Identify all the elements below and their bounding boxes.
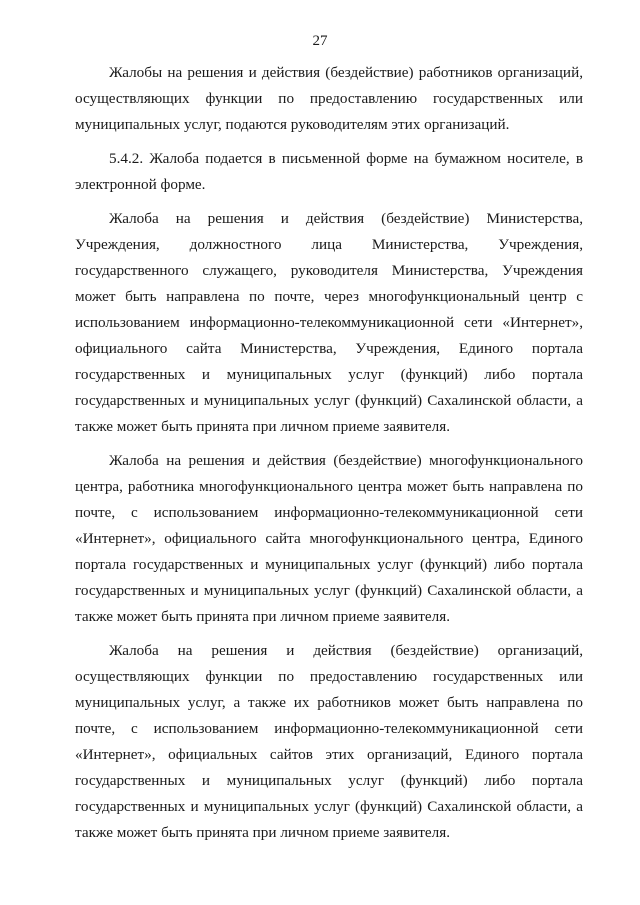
text-line: использованием информационно-телекоммуникационной сети «Интернет», — [75, 314, 583, 331]
text-line: государственного служащего, руководителя Министерства, Учреждения — [75, 262, 583, 279]
text-line: государственных и муниципальных услуг (функций) Сахалинской области, а — [75, 392, 583, 409]
text-line: государственных и муниципальных услуг (функций) либо портала — [75, 772, 583, 789]
text-line: «Интернет», официальных сайтов этих организаций, Единого портала — [75, 746, 583, 763]
paragraph-gap — [75, 630, 583, 638]
text-line: также может быть принята при личном приеме заявителя. — [75, 608, 451, 625]
paragraph — [75, 60, 583, 138]
paragraph-gap — [75, 138, 583, 146]
text-line: Учреждения, должностного лица Министерства, Учреждения, — [75, 236, 583, 253]
text-line: государственных и муниципальных услуг (функций) Сахалинской области, а — [75, 582, 583, 599]
document-body — [75, 60, 583, 846]
text-line: 5.4.2. Жалоба подается в письменной форме на бумажном носителе, в — [109, 150, 583, 167]
text-line: также может быть принята при личном приеме заявителя. — [75, 418, 451, 435]
text-line: Жалоба на решения и действия (бездействие) Министерства, — [109, 210, 583, 227]
text-line: Жалоба на решения и действия (бездействие) многофункционального — [109, 452, 583, 469]
text-line: осуществляющих функции по предоставлению государственных или — [75, 90, 583, 107]
text-line: может быть направлена по почте, через многофункциональный центр с — [75, 288, 583, 305]
paragraph — [75, 448, 583, 630]
text-line: Жалоба на решения и действия (бездействие) организаций, — [109, 642, 583, 659]
text-line: «Интернет», официального сайта многофункционального центра, Единого — [75, 530, 583, 547]
text-line: Жалобы на решения и действия (бездействие) работников организаций, — [109, 64, 583, 81]
text-line: портала государственных и муниципальных услуг (функций) либо портала — [75, 556, 583, 573]
text-line: официального сайта Министерства, Учреждения, Единого портала — [75, 340, 583, 357]
text-line: государственных и муниципальных услуг (функций) Сахалинской области, а — [75, 798, 583, 815]
paragraph-gap — [75, 440, 583, 448]
text-line: центра, работника многофункционального центра может быть направлена по — [75, 478, 583, 495]
paragraph — [75, 146, 583, 198]
paragraph-gap — [75, 198, 583, 206]
text-line: муниципальных услуг, а также их работников может быть направлена по — [75, 694, 583, 711]
text-line: почте, с использованием информационно-телекоммуникационной сети — [75, 504, 583, 521]
text-line: муниципальных услуг, подаются руководителям этих организаций. — [75, 116, 510, 133]
paragraph — [75, 206, 583, 440]
text-line: почте, с использованием информационно-телекоммуникационной сети — [75, 720, 583, 737]
text-line: также может быть принята при личном приеме заявителя. — [75, 824, 451, 841]
page-number: 27 — [312, 33, 328, 49]
text-line: осуществляющих функции по предоставлению государственных или — [75, 668, 583, 685]
text-line: электронной форме. — [75, 176, 206, 193]
paragraph — [75, 638, 583, 846]
text-line: государственных и муниципальных услуг (функций) либо портала — [75, 366, 583, 383]
